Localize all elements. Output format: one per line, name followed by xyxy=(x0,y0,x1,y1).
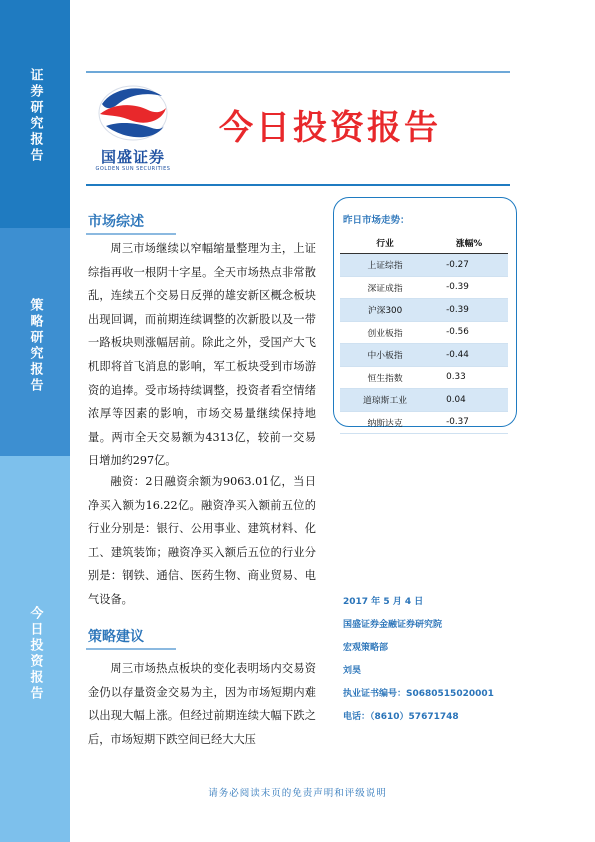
index-name: 纳斯达克 xyxy=(340,411,430,434)
company-logo xyxy=(88,82,178,180)
table-row xyxy=(340,254,508,277)
logo-swirl-icon xyxy=(92,82,174,144)
license-number: 执业证书编号：S0680515020001 xyxy=(343,689,494,699)
section-underline xyxy=(86,233,176,235)
index-name: 道琼斯工业 xyxy=(340,389,430,412)
section-title-market-overview xyxy=(88,211,144,231)
index-change: -0.39 xyxy=(430,299,508,322)
table-header-row xyxy=(340,231,508,254)
index-name: 恒生指数 xyxy=(340,366,430,389)
index-change: -0.56 xyxy=(430,321,508,344)
section-title-strategy xyxy=(88,626,144,646)
sidebar-label-strategy-report: 策略研究报告 xyxy=(27,298,43,394)
report-date: 2017 年 5 月 4 日 xyxy=(343,597,424,607)
strategy-paragraph-1: 周三市场热点板块的变化表明场内交易资金仍以存量资金交易为主，因为市场短期内难以出现大幅上涨。但经过前期连续大幅下跌之后，市场短期下跌空间已经大大压 xyxy=(88,662,316,746)
headline-divider xyxy=(86,184,510,186)
index-change: 0.33 xyxy=(430,366,508,389)
index-name: 中小板指 xyxy=(340,344,430,367)
index-change: -0.37 xyxy=(430,411,508,434)
market-overview-paragraph-1: 周三市场继续以窄幅缩量整理为主，上证综指再收一根阴十字星。全天市场热点非常散乱，连续五个交易日反弹的雄安新区概念板块出现回调，而前期连续调整的次新股以及一带一路板块则涨幅居前。除此之外，受国产大飞机即将首飞消息的影响，军工板块受到市场游资的追捧。受市场持续调整，投资者看空情绪浓厚等因素的影响，市场交易量继续保持地量。两市全天交易额为4313亿，较前一交易日增加约297亿。 xyxy=(88,242,316,468)
table-row xyxy=(340,366,508,389)
logo-name-en: GOLDEN SUN SECURITIES xyxy=(95,166,171,172)
section-underline xyxy=(86,648,176,650)
disclaimer-footer: 请务必阅读末页的免责声明和评级说明 xyxy=(208,788,387,799)
sidebar-label-securities-report: 证券研究报告 xyxy=(27,68,43,164)
index-name: 深证成指 xyxy=(340,276,430,299)
header-industry: 行业 xyxy=(340,231,430,254)
sidebar-segment-securities xyxy=(0,0,70,228)
header-change: 涨幅% xyxy=(430,231,508,254)
table-row xyxy=(340,344,508,367)
market-table xyxy=(340,231,508,434)
index-change: -0.44 xyxy=(430,344,508,367)
table-row xyxy=(340,321,508,344)
market-box-title: 昨日市场走势： xyxy=(343,215,410,226)
sidebar xyxy=(0,0,70,842)
index-name: 沪深300 xyxy=(340,299,430,322)
logo-name-cn: 国盛证券 xyxy=(100,148,165,166)
table-row xyxy=(340,389,508,412)
market-overview-paragraph-2: 融资：2日融资余额为9063.01亿，当日净买入额为16.22亿。融资净买入额前五位的行业分别是：银行、公用事业、建筑材料、化工、建筑装饰；融资净买入额后五位的行业分别是：钢铁、通信、医药生物、商业贸易、电气设备。 xyxy=(88,475,316,606)
institute-name: 国盛证券金融证券研究院 xyxy=(343,620,443,630)
index-name: 上证综指 xyxy=(340,254,430,277)
index-change: 0.04 xyxy=(430,389,508,412)
page-title: 今日投资报告 xyxy=(219,108,441,148)
table-row xyxy=(340,411,508,434)
phone-number: 电话：（8610）57671748 xyxy=(343,712,459,722)
top-divider xyxy=(86,71,510,73)
author-name: 刘昊 xyxy=(343,666,362,676)
index-name: 创业板指 xyxy=(340,321,430,344)
department-name: 宏观策略部 xyxy=(343,643,389,653)
table-row xyxy=(340,299,508,322)
section-title-text: 策略建议 xyxy=(88,629,144,645)
sidebar-label-daily-report: 今日投资报告 xyxy=(27,606,43,702)
table-row xyxy=(340,276,508,299)
section-title-text: 市场综述 xyxy=(88,214,144,230)
sidebar-segment-strategy xyxy=(0,228,70,456)
index-change: -0.39 xyxy=(430,276,508,299)
index-change: -0.27 xyxy=(430,254,508,277)
